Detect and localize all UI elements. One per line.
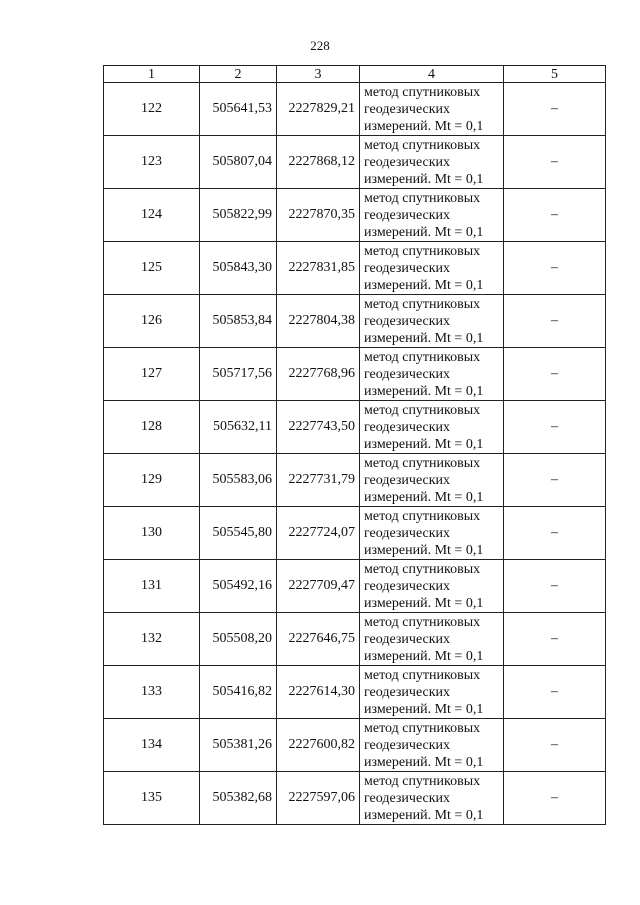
method-text-line: метод спутниковых: [364, 402, 481, 418]
y-coordinate-cell: 2227724,07: [277, 507, 360, 560]
method-text-line: измерений. Mt = 0,1: [364, 489, 484, 505]
y-coordinate-cell: 2227868,12: [277, 136, 360, 189]
column-header: 3: [277, 66, 360, 83]
method-cell: [360, 242, 504, 295]
method-text-line: метод спутниковых: [364, 296, 481, 312]
table-row: [104, 189, 606, 242]
x-coordinate-cell: 505843,30: [200, 242, 277, 295]
point-number-cell: 123: [104, 136, 200, 189]
method-text-line: метод спутниковых: [364, 508, 481, 524]
point-number-cell: 132: [104, 613, 200, 666]
x-coordinate-cell: 505381,26: [200, 719, 277, 772]
column-5-cell: –: [504, 295, 606, 348]
method-text-line: геодезических: [364, 737, 451, 753]
method-cell: [360, 666, 504, 719]
table-row: [104, 83, 606, 136]
x-coordinate-cell: 505382,68: [200, 772, 277, 825]
y-coordinate-cell: 2227804,38: [277, 295, 360, 348]
method-cell: [360, 136, 504, 189]
method-text-line: метод спутниковых: [364, 455, 481, 471]
table-row: [104, 613, 606, 666]
column-5-cell: –: [504, 613, 606, 666]
method-text-line: геодезических: [364, 313, 451, 329]
table-row: [104, 295, 606, 348]
table-header-row: [104, 66, 606, 83]
method-text-line: метод спутниковых: [364, 243, 481, 259]
method-text-line: измерений. Mt = 0,1: [364, 754, 484, 770]
y-coordinate-cell: 2227731,79: [277, 454, 360, 507]
y-coordinate-cell: 2227829,21: [277, 83, 360, 136]
y-coordinate-cell: 2227743,50: [277, 401, 360, 454]
method-text-line: измерений. Mt = 0,1: [364, 648, 484, 664]
method-text-line: измерений. Mt = 0,1: [364, 436, 484, 452]
method-text-line: измерений. Mt = 0,1: [364, 595, 484, 611]
point-number-cell: 134: [104, 719, 200, 772]
table-row: [104, 136, 606, 189]
method-text-line: геодезических: [364, 419, 451, 435]
column-5-cell: –: [504, 560, 606, 613]
method-text-line: метод спутниковых: [364, 773, 481, 789]
method-text-line: геодезических: [364, 684, 451, 700]
column-header: 2: [200, 66, 277, 83]
point-number-cell: 133: [104, 666, 200, 719]
point-number-cell: 125: [104, 242, 200, 295]
table-row: [104, 348, 606, 401]
y-coordinate-cell: 2227709,47: [277, 560, 360, 613]
point-number-cell: 128: [104, 401, 200, 454]
y-coordinate-cell: 2227870,35: [277, 189, 360, 242]
method-text-line: метод спутниковых: [364, 137, 481, 153]
column-header: 1: [104, 66, 200, 83]
column-5-cell: –: [504, 242, 606, 295]
method-text-line: метод спутниковых: [364, 720, 481, 736]
y-coordinate-cell: 2227614,30: [277, 666, 360, 719]
table-row: [104, 507, 606, 560]
method-text-line: измерений. Mt = 0,1: [364, 542, 484, 558]
method-text-line: метод спутниковых: [364, 84, 481, 100]
x-coordinate-cell: 505632,11: [200, 401, 277, 454]
method-text-line: геодезических: [364, 631, 451, 647]
method-text-line: измерений. Mt = 0,1: [364, 330, 484, 346]
method-text-line: метод спутниковых: [364, 614, 481, 630]
method-text-line: геодезических: [364, 260, 451, 276]
table-row: [104, 401, 606, 454]
point-number-cell: 127: [104, 348, 200, 401]
x-coordinate-cell: 505641,53: [200, 83, 277, 136]
table-row: [104, 666, 606, 719]
table-row: [104, 772, 606, 825]
method-text-line: геодезических: [364, 101, 451, 117]
method-cell: [360, 560, 504, 613]
y-coordinate-cell: 2227646,75: [277, 613, 360, 666]
point-number-cell: 126: [104, 295, 200, 348]
method-cell: [360, 348, 504, 401]
column-5-cell: –: [504, 189, 606, 242]
x-coordinate-cell: 505508,20: [200, 613, 277, 666]
column-header: 5: [504, 66, 606, 83]
method-cell: [360, 454, 504, 507]
method-cell: [360, 401, 504, 454]
method-text-line: геодезических: [364, 366, 451, 382]
column-5-cell: –: [504, 772, 606, 825]
column-5-cell: –: [504, 136, 606, 189]
method-text-line: измерений. Mt = 0,1: [364, 383, 484, 399]
method-text-line: геодезических: [364, 472, 451, 488]
column-5-cell: –: [504, 454, 606, 507]
table-row: [104, 242, 606, 295]
x-coordinate-cell: 505822,99: [200, 189, 277, 242]
method-text-line: геодезических: [364, 207, 451, 223]
y-coordinate-cell: 2227600,82: [277, 719, 360, 772]
y-coordinate-cell: 2227597,06: [277, 772, 360, 825]
method-cell: [360, 295, 504, 348]
coordinates-table: [103, 65, 606, 825]
y-coordinate-cell: 2227831,85: [277, 242, 360, 295]
method-text-line: метод спутниковых: [364, 349, 481, 365]
x-coordinate-cell: 505545,80: [200, 507, 277, 560]
method-text-line: измерений. Mt = 0,1: [364, 277, 484, 293]
method-text-line: геодезических: [364, 154, 451, 170]
x-coordinate-cell: 505717,56: [200, 348, 277, 401]
column-5-cell: –: [504, 507, 606, 560]
method-text-line: метод спутниковых: [364, 667, 481, 683]
x-coordinate-cell: 505492,16: [200, 560, 277, 613]
point-number-cell: 129: [104, 454, 200, 507]
point-number-cell: 135: [104, 772, 200, 825]
method-cell: [360, 613, 504, 666]
method-text-line: метод спутниковых: [364, 561, 481, 577]
method-text-line: измерений. Mt = 0,1: [364, 171, 484, 187]
point-number-cell: 124: [104, 189, 200, 242]
point-number-cell: 122: [104, 83, 200, 136]
table-body: [104, 83, 606, 825]
method-text-line: метод спутниковых: [364, 190, 481, 206]
method-cell: [360, 507, 504, 560]
table-row: [104, 719, 606, 772]
column-5-cell: –: [504, 348, 606, 401]
point-number-cell: 131: [104, 560, 200, 613]
column-5-cell: –: [504, 83, 606, 136]
method-cell: [360, 83, 504, 136]
column-5-cell: –: [504, 666, 606, 719]
column-5-cell: –: [504, 719, 606, 772]
x-coordinate-cell: 505853,84: [200, 295, 277, 348]
x-coordinate-cell: 505583,06: [200, 454, 277, 507]
y-coordinate-cell: 2227768,96: [277, 348, 360, 401]
point-number-cell: 130: [104, 507, 200, 560]
method-text-line: измерений. Mt = 0,1: [364, 807, 484, 823]
x-coordinate-cell: 505807,04: [200, 136, 277, 189]
method-text-line: геодезических: [364, 525, 451, 541]
table-row: [104, 454, 606, 507]
method-cell: [360, 719, 504, 772]
page-number: 228: [310, 38, 330, 53]
method-cell: [360, 189, 504, 242]
method-text-line: геодезических: [364, 578, 451, 594]
table-row: [104, 560, 606, 613]
method-text-line: измерений. Mt = 0,1: [364, 701, 484, 717]
method-text-line: геодезических: [364, 790, 451, 806]
column-header: 4: [360, 66, 504, 83]
x-coordinate-cell: 505416,82: [200, 666, 277, 719]
method-text-line: измерений. Mt = 0,1: [364, 118, 484, 134]
column-5-cell: –: [504, 401, 606, 454]
method-cell: [360, 772, 504, 825]
method-text-line: измерений. Mt = 0,1: [364, 224, 484, 240]
